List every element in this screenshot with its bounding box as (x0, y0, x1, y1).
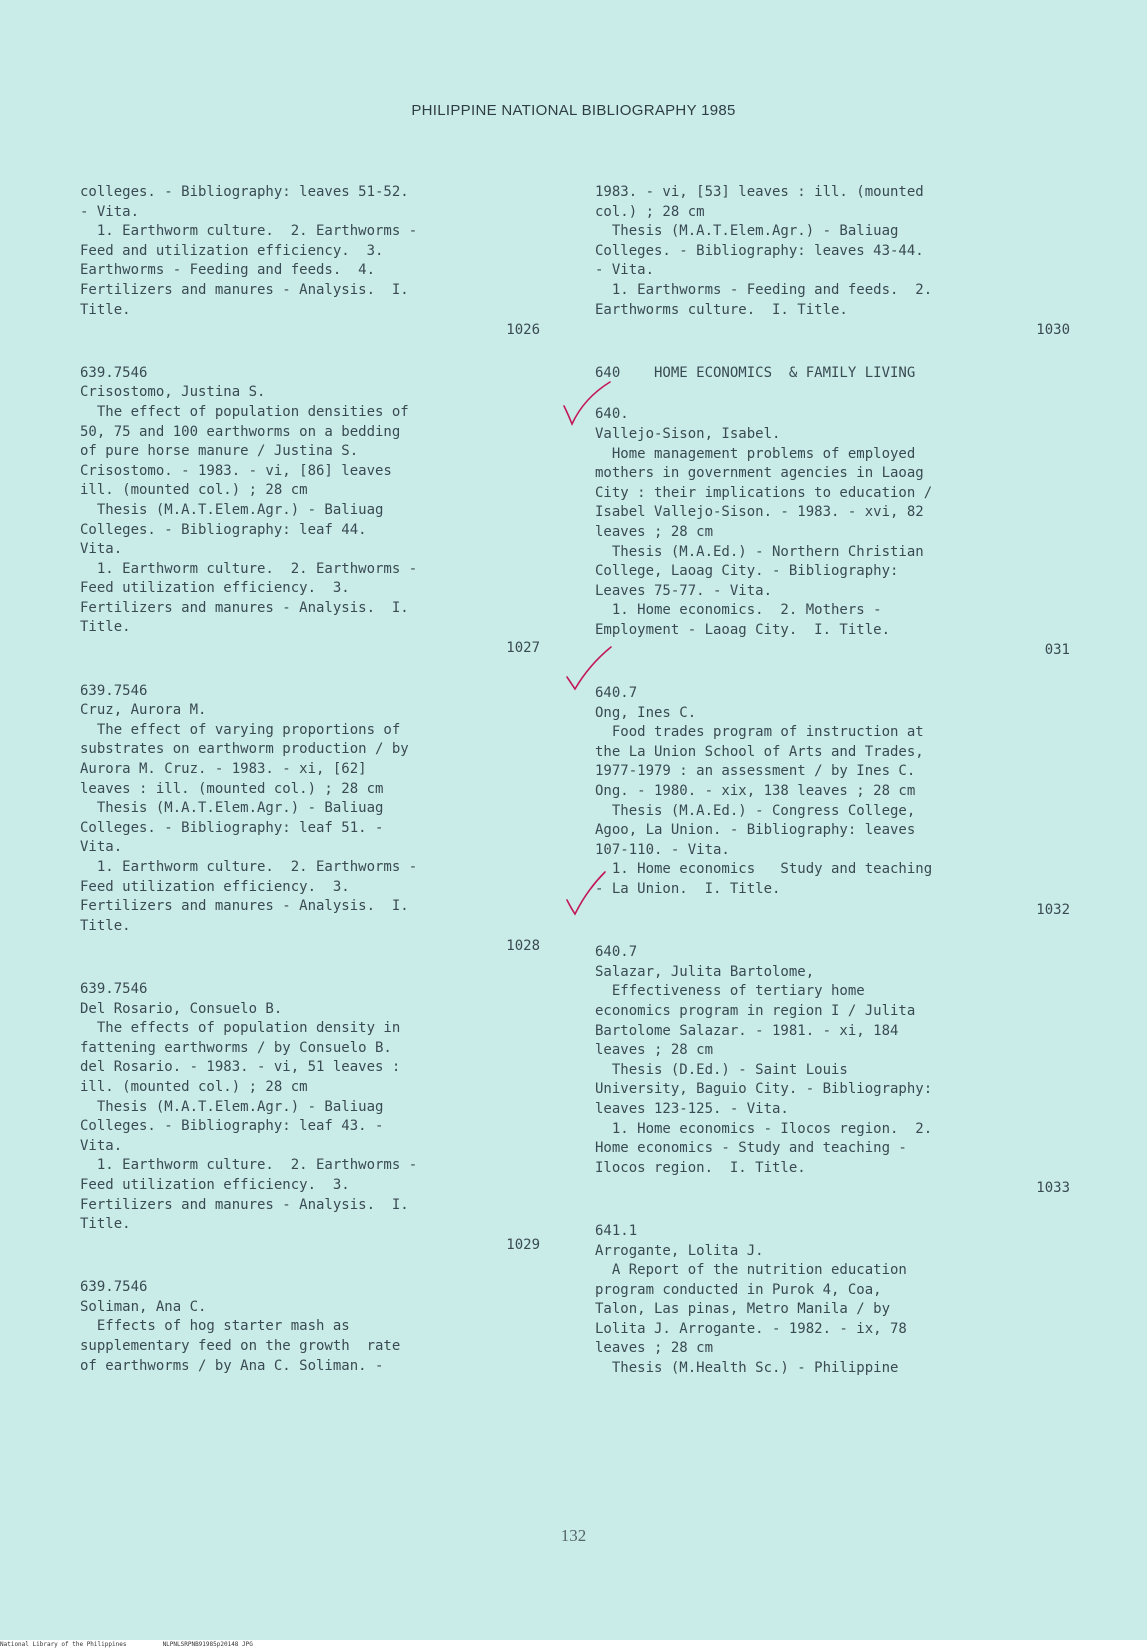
entry-line: The effect of population densities of (80, 403, 409, 420)
entry-line: Vita. (80, 1137, 123, 1154)
entry-line: 1. Home economics Study and teaching (595, 861, 933, 878)
entry-author: Vallejo-Sison, Isabel. (595, 425, 781, 442)
entry-number: 031 (1044, 642, 1070, 659)
entry-1026 (80, 183, 540, 341)
entry-1032 (595, 684, 1070, 920)
entry-line: leaves ; 28 cm (595, 1042, 714, 1059)
entry-author: Salazar, Julita Bartolome, (595, 963, 815, 980)
entry-author: Ong, Ines C. (595, 704, 697, 721)
entry-line: ill. (mounted col.) ; 28 cm (80, 482, 308, 499)
entry-line: Employment - Laoag City. I. Title. (595, 621, 891, 638)
entry-line: Agoo, La Union. - Bibliography: leaves (595, 822, 916, 839)
call-number: 640. (595, 406, 629, 423)
entry-1033 (595, 943, 1070, 1199)
entry-line: Ong. - 1980. - xix, 138 leaves ; 28 cm (595, 783, 916, 800)
entry-line: Title. (80, 917, 131, 934)
entry-line: ill. (mounted col.) ; 28 cm (80, 1078, 308, 1095)
entry-line: del Rosario. - 1983. - vi, 51 leaves : (80, 1059, 401, 1076)
footer-strip (0, 1640, 1147, 1650)
entry-line: Ilocos region. I. Title. (595, 1159, 806, 1176)
footer-library: National Library of the Philippines (0, 1641, 127, 1648)
entry-line: 1. Earthworm culture. 2. Earthworms - (80, 859, 418, 875)
entry-line: Title. (80, 619, 131, 636)
entry-1028 (80, 682, 540, 957)
entry-line: The effect of varying proportions of (80, 721, 401, 738)
entry-line: Feed and utilization efficiency. 3. (80, 242, 384, 259)
entry-line: - Vita. (80, 203, 140, 220)
entry-line: Thesis (M.A.T.Elem.Agr.) - Baliuag (80, 501, 384, 518)
entry-line: 1977-1979 : an assessment / by Ines C. (595, 763, 916, 780)
entry-line: leaves : ill. (mounted col.) ; 28 cm (80, 780, 384, 797)
entry-line: substrates on earthworm production / by (80, 741, 409, 758)
entry-line: economics program in region I / Julita (595, 1002, 916, 1019)
entry-line: Thesis (M.A.Ed.) - Congress College, (595, 802, 916, 819)
entry-line: Isabel Vallejo-Sison. - 1983. - xvi, 82 (595, 504, 924, 521)
entry-1030 (595, 183, 1070, 341)
entry-line: leaves ; 28 cm (595, 1340, 714, 1357)
checkmark-icon (565, 870, 615, 916)
entry-author: Soliman, Ana C. (80, 1298, 207, 1315)
page-header: PHILIPPINE NATIONAL BIBLIOGRAPHY 1985 (411, 102, 736, 119)
entry-line: The effects of population density in (80, 1020, 401, 1037)
entry-line: Vita. (80, 541, 123, 558)
entry-number: 1030 (1036, 322, 1070, 339)
entry-line: Home management problems of employed (595, 445, 916, 462)
entry-line: Leaves 75-77. - Vita. (595, 582, 773, 599)
entry-line: Fertilizers and manures - Analysis. I. (80, 1196, 409, 1213)
checkmark-icon (562, 380, 612, 426)
entry-line: Feed utilization efficiency. 3. (80, 878, 350, 895)
entry-line: Feed utilization efficiency. 3. (80, 1176, 350, 1193)
entry-arrogante (595, 1222, 1070, 1379)
entry-line: Thesis (D.Ed.) - Saint Louis (595, 1061, 848, 1078)
entry-line: Effectiveness of tertiary home (595, 983, 865, 1000)
entry-line: 1. Earthworm culture. 2. Earthworms - (80, 560, 418, 577)
entry-number: 1032 (1036, 901, 1070, 918)
entry-line: mothers in government agencies in Laoag (595, 465, 924, 482)
call-number: 639.7546 (80, 682, 148, 699)
entry-line: Thesis (M.A.T.Elem.Agr.) - Baliuag (80, 800, 384, 817)
entry-1029 (80, 980, 540, 1255)
call-number: 639.7546 (80, 1279, 148, 1296)
entry-line: Home economics - Study and teaching - (595, 1140, 907, 1157)
entry-line: of earthworms / by Ana C. Soliman. - (80, 1357, 384, 1374)
entry-line: Aurora M. Cruz. - 1983. - xi, [62] (80, 761, 367, 778)
entry-number: 1033 (1036, 1180, 1070, 1197)
entry-number: 1029 (506, 1236, 540, 1253)
entry-line: - Vita. (595, 262, 655, 279)
entry-line: 1. Home economics - Ilocos region. 2. (595, 1120, 933, 1137)
entry-line: Colleges. - Bibliography: leaf 51. - (80, 819, 384, 836)
section-heading: 640 HOME ECONOMICS & FAMILY LIVING (595, 364, 916, 381)
call-number: 639.7546 (80, 364, 148, 381)
entry-line: 1. Earthworm culture. 2. Earthworms - (80, 223, 418, 240)
entry-line: col.) ; 28 cm (595, 203, 705, 220)
entry-number: 1026 (506, 322, 540, 339)
entry-number: 1027 (506, 640, 540, 657)
entry-line: 1. Earthworms - Feeding and feeds. 2. (595, 281, 933, 298)
entry-line: program conducted in Purok 4, Coa, (595, 1281, 882, 1298)
entry-line: 1983. - vi, [53] leaves : ill. (mounted (595, 184, 924, 200)
entry-line: Thesis (M.Health Sc.) - Philippine (595, 1360, 899, 1377)
entry-line: 1. Earthworm culture. 2. Earthworms - (80, 1157, 418, 1174)
footer-file: NLPNLSRPNB91985p20148 JPG (162, 1641, 253, 1648)
entry-line: 50, 75 and 100 earthworms on a bedding (80, 423, 401, 440)
entry-author: Crisostomo, Justina S. (80, 384, 266, 401)
entry-line: Title. (80, 1216, 131, 1233)
entry-1031 (595, 405, 1070, 661)
call-number: 639.7546 (80, 980, 148, 997)
entry-line: - La Union. I. Title. (595, 881, 781, 897)
checkmark-icon (565, 645, 615, 691)
entry-line: 1. Home economics. 2. Mothers - (595, 602, 882, 619)
entry-line: University, Baguio City. - Bibliography: (595, 1081, 933, 1098)
entry-line: Colleges. - Bibliography: leaf 43. - (80, 1118, 384, 1135)
entry-line: fattening earthworms / by Consuelo B. (80, 1039, 392, 1056)
entry-line: leaves ; 28 cm (595, 523, 714, 540)
entry-author: Cruz, Aurora M. (80, 702, 207, 719)
entry-author: Arrogante, Lolita J. (595, 1242, 764, 1259)
entry-line: the La Union School of Arts and Trades, (595, 743, 924, 760)
entry-line: of pure horse manure / Justina S. (80, 443, 359, 460)
entry-line: 107-110. - Vita. (595, 841, 730, 858)
entry-line: supplementary feed on the growth rate (80, 1338, 401, 1355)
call-number: 640.7 (595, 944, 638, 961)
entry-line: Earthworms culture. I. Title. (595, 301, 848, 318)
right-column (595, 183, 1070, 1379)
entry-line: Title. (80, 301, 131, 318)
call-number: 640.7 (595, 685, 638, 702)
page-number: 132 (560, 1526, 587, 1545)
entry-line: Fertilizers and manures - Analysis. I. (80, 898, 409, 915)
left-column (80, 183, 540, 1376)
entry-soliman (80, 1278, 540, 1376)
entry-line: Fertilizers and manures - Analysis. I. (80, 281, 409, 298)
entry-line: Feed utilization efficiency. 3. (80, 580, 350, 597)
entry-line: City : their implications to education / (595, 484, 933, 501)
entry-line: Effects of hog starter mash as (80, 1318, 350, 1335)
entry-line: Bartolome Salazar. - 1981. - xi, 184 (595, 1022, 899, 1039)
entry-line: Crisostomo. - 1983. - vi, [86] leaves (80, 462, 392, 479)
entry-line: Thesis (M.A.Ed.) - Northern Christian (595, 543, 924, 560)
entry-line: Colleges. - Bibliography: leaves 43-44. (595, 242, 924, 259)
entry-line: Vita. (80, 839, 123, 856)
entry-line: Fertilizers and manures - Analysis. I. (80, 599, 409, 616)
entry-line: Colleges. - Bibliography: leaf 44. (80, 521, 367, 538)
entry-line: Earthworms - Feeding and feeds. 4. (80, 262, 376, 279)
entry-author: Del Rosario, Consuelo B. (80, 1000, 283, 1017)
entry-line: colleges. - Bibliography: leaves 51-52. (80, 184, 409, 200)
entry-line: Thesis (M.A.T.Elem.Agr.) - Baliuag (595, 223, 899, 240)
entry-line: Food trades program of instruction at (595, 724, 924, 741)
entry-1027 (80, 364, 540, 659)
entry-line: Lolita J. Arrogante. - 1982. - ix, 78 (595, 1320, 907, 1337)
entry-line: Thesis (M.A.T.Elem.Agr.) - Baliuag (80, 1098, 384, 1115)
entry-line: A Report of the nutrition education (595, 1262, 907, 1279)
entry-number: 1028 (506, 938, 540, 955)
entry-line: Talon, Las pinas, Metro Manila / by (595, 1301, 891, 1318)
entry-line: College, Laoag City. - Bibliography: (595, 563, 899, 580)
entry-line: leaves 123-125. - Vita. (595, 1100, 789, 1117)
call-number: 641.1 (595, 1222, 638, 1239)
